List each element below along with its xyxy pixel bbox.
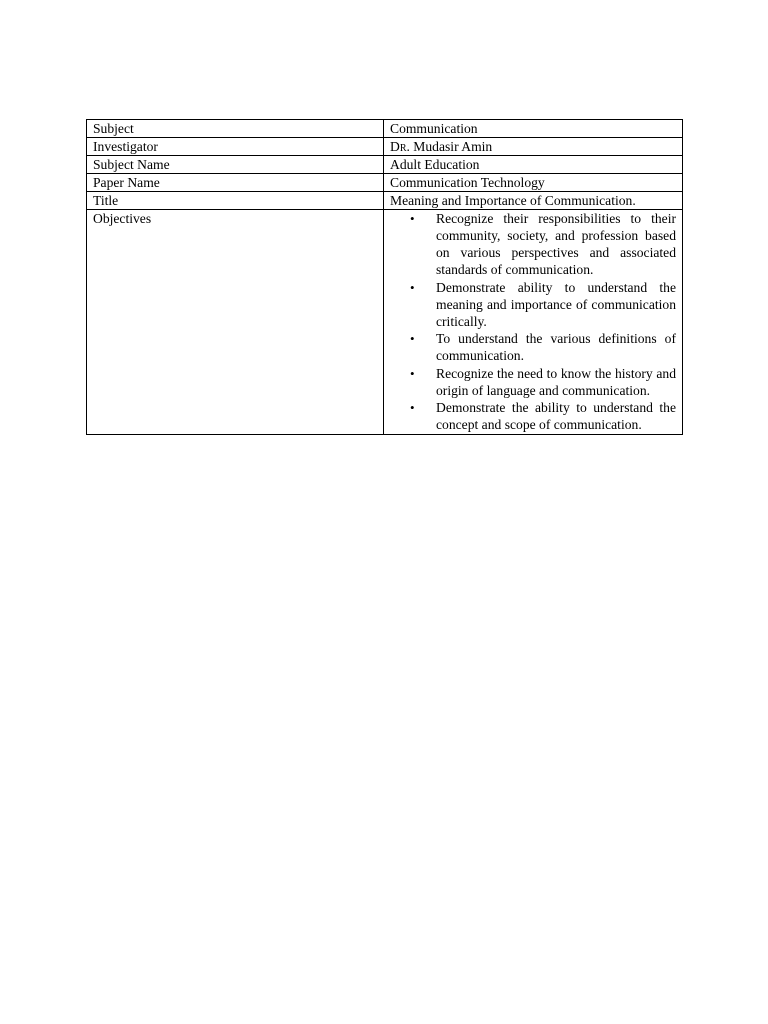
row-value: Meaning and Importance of Communication.	[384, 192, 683, 210]
objective-text: To understand the various definitions of communication.	[436, 331, 676, 363]
row-label: Subject Name	[87, 156, 384, 174]
row-label: Title	[87, 192, 384, 210]
bullet-icon: •	[410, 331, 415, 346]
investigator-name: . Mudasir Amin	[406, 139, 493, 154]
row-label: Objectives	[87, 210, 384, 435]
bullet-icon: •	[410, 365, 415, 381]
list-item	[410, 399, 676, 433]
objective-text: Recognize the need to know the history and origin of language and communication.	[436, 365, 676, 398]
table-row-investigator	[87, 138, 683, 156]
list-item	[410, 330, 676, 364]
objectives-cell	[384, 210, 683, 435]
list-item	[410, 365, 676, 399]
objective-text: Demonstrate the ability to understand the concept and scope of communication.	[436, 400, 676, 432]
course-info-table	[86, 119, 683, 435]
row-value: Communication	[384, 120, 683, 138]
objective-text: Recognize their responsibilities to their community, society, and profession based on various perspectives and associated standards of communication.	[436, 211, 676, 277]
row-value: Adult Education	[384, 156, 683, 174]
row-value	[384, 138, 683, 156]
list-item	[410, 210, 676, 278]
table-row-objectives	[87, 210, 683, 435]
row-label: Investigator	[87, 138, 384, 156]
table-row-paper-name	[87, 174, 683, 192]
table-row-subject-name	[87, 156, 683, 174]
bullet-icon: •	[410, 211, 415, 226]
list-item	[410, 279, 676, 330]
objectives-list	[390, 210, 676, 433]
row-value: Communication Technology	[384, 174, 683, 192]
row-label: Subject	[87, 120, 384, 138]
bullet-icon: •	[410, 400, 415, 415]
objective-text: Demonstrate ability to understand the meaning and importance of communication critically.	[436, 279, 676, 329]
table-row-title	[87, 192, 683, 210]
investigator-title: Dr	[390, 139, 407, 154]
row-label: Paper Name	[87, 174, 384, 192]
table-row-subject	[87, 120, 683, 138]
bullet-icon: •	[410, 279, 415, 295]
